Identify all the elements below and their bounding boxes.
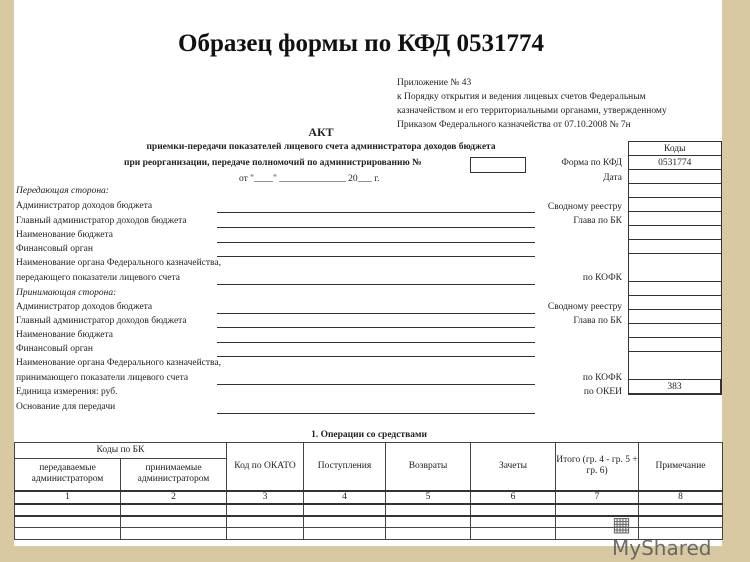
code-cell[interactable] [629, 184, 722, 198]
sender-fk-label: Наименование органа Федерального казначейства, [16, 258, 221, 268]
table-cell[interactable] [386, 516, 471, 528]
operations-title: 1. Операции со средствами [311, 430, 427, 440]
sender-main-admin-label: Главный администратор доходов бюджета [16, 216, 187, 226]
table-cell[interactable] [121, 528, 227, 540]
receiver-fk-field[interactable] [217, 384, 535, 385]
col-header: передаваемые администратором [15, 459, 121, 491]
code-cell[interactable] [629, 324, 722, 338]
receiver-kofk-cell[interactable] [629, 352, 722, 380]
table-cell[interactable] [304, 504, 386, 516]
sender-heading: Передающая сторона: [16, 186, 109, 196]
table-cell[interactable] [304, 516, 386, 528]
receiver-admin-label: Администратор доходов бюджета [16, 302, 153, 312]
sender-admin-field[interactable] [217, 212, 535, 213]
receiver-registry-cell[interactable] [629, 296, 722, 310]
receiver-fin-label: Финансовый орган [16, 344, 93, 354]
appendix-line: казначейством и его территориальными органами, утвержденному [397, 106, 667, 116]
table-cell[interactable] [227, 528, 304, 540]
form-code-value: 0531774 [629, 156, 722, 170]
table-cell[interactable] [304, 528, 386, 540]
col-header: Примечание [639, 443, 723, 491]
date-code-cell[interactable] [629, 170, 722, 184]
watermark-text: MyShared [612, 536, 712, 560]
table-cell[interactable] [227, 504, 304, 516]
table-cell[interactable] [386, 504, 471, 516]
act-date-line: от "____" ______________ 20___ г. [239, 174, 380, 184]
table-cell[interactable] [471, 528, 556, 540]
sender-registry-cell[interactable] [629, 198, 722, 212]
code-cell[interactable] [629, 240, 722, 254]
col-number: 5 [386, 491, 471, 504]
appendix-line: Приложение № 43 [397, 78, 472, 88]
table-cell[interactable] [15, 516, 121, 528]
sender-budget-field[interactable] [217, 242, 535, 243]
act-heading: АКТ [308, 125, 334, 139]
receiver-chapter-cell[interactable] [629, 310, 722, 324]
sender-fin-field[interactable] [217, 256, 535, 257]
col-number: 7 [556, 491, 639, 504]
receiver-fk-label-2: принимающего показатели лицевого счета [16, 373, 189, 383]
receiver-fin-field[interactable] [217, 356, 535, 357]
col-header: принимаемые администратором [121, 459, 227, 491]
sender-fk-label-2: передающего показатели лицевого счета [16, 273, 181, 283]
col-header: Возвраты [386, 443, 471, 491]
sender-main-admin-field[interactable] [217, 227, 535, 228]
col-header: Итого (гр. 4 - гр. 5 + гр. 6) [556, 443, 639, 491]
table-cell[interactable] [15, 504, 121, 516]
okei-value: 383 [629, 380, 722, 395]
code-cell[interactable] [629, 226, 722, 240]
codes-header: Коды [629, 142, 722, 156]
appendix-line: Приказом Федерального казначейства от 07.10.2008 № 7н [397, 120, 631, 130]
table-cell[interactable] [386, 528, 471, 540]
receiver-budget-field[interactable] [217, 342, 535, 343]
table-cell[interactable] [121, 504, 227, 516]
form-code-label: Форма по КФД [561, 158, 622, 168]
col-header: Код по ОКАТО [227, 443, 304, 491]
receiver-main-admin-field[interactable] [217, 327, 535, 328]
basis-field[interactable] [217, 413, 535, 414]
page-title: Образец формы по КФД 0531774 [178, 30, 544, 57]
sender-chapter-cell[interactable] [629, 212, 722, 226]
sender-kofk-label: по КОФК [582, 273, 622, 283]
col-number: 6 [471, 491, 556, 504]
col-header: Зачеты [471, 443, 556, 491]
receiver-kofk-label: по КОФК [582, 373, 622, 383]
sender-kofk-cell[interactable] [629, 254, 722, 282]
table-cell[interactable] [121, 516, 227, 528]
receiver-admin-field[interactable] [217, 313, 535, 314]
col-number: 4 [304, 491, 386, 504]
basis-label: Основание для передачи [16, 402, 116, 412]
sender-admin-label: Администратор доходов бюджета [16, 201, 153, 211]
table-cell[interactable] [227, 516, 304, 528]
date-code-label: Дата [603, 173, 622, 183]
bk-codes-header: Коды по БК [15, 443, 227, 459]
watermark [612, 512, 722, 560]
sender-registry-label: Сводному реестру [547, 202, 622, 212]
receiver-registry-label: Сводному реестру [547, 302, 622, 312]
col-number: 8 [639, 491, 723, 504]
code-cell[interactable] [629, 338, 722, 352]
appendix-line: к Порядку открытия и ведения лицевых счетов Федеральным [397, 92, 646, 102]
okei-label: по ОКЕИ [583, 387, 622, 397]
sender-fk-field[interactable] [217, 284, 535, 285]
receiver-heading: Принимающая сторона: [16, 288, 117, 298]
act-subtitle: приемки-передачи показателей лицевого счета администратора доходов бюджета [146, 142, 496, 152]
presentation-icon: ▦ [612, 512, 631, 536]
col-number: 2 [121, 491, 227, 504]
table-cell[interactable] [471, 504, 556, 516]
receiver-budget-label: Наименование бюджета [16, 330, 113, 340]
receiver-fk-label: Наименование органа Федерального казначейства, [16, 358, 221, 368]
col-number: 1 [15, 491, 121, 504]
sender-budget-label: Наименование бюджета [16, 230, 113, 240]
codes-table [628, 141, 722, 395]
act-number-field[interactable] [470, 157, 526, 173]
code-cell[interactable] [629, 282, 722, 296]
table-cell[interactable] [15, 528, 121, 540]
table-cell[interactable] [471, 516, 556, 528]
col-number: 3 [227, 491, 304, 504]
sender-fin-label: Финансовый орган [16, 244, 93, 254]
receiver-main-admin-label: Главный администратор доходов бюджета [16, 316, 187, 326]
unit-label: Единица измерения: руб. [16, 387, 118, 397]
appendix-note [397, 76, 667, 132]
sender-chapter-label: Глава по БК [573, 216, 622, 226]
receiver-chapter-label: Глава по БК [573, 316, 622, 326]
col-header: Поступления [304, 443, 386, 491]
act-reorg-line: при реорганизации, передаче полномочий по администрированию № [124, 158, 422, 168]
document-page [14, 0, 722, 560]
